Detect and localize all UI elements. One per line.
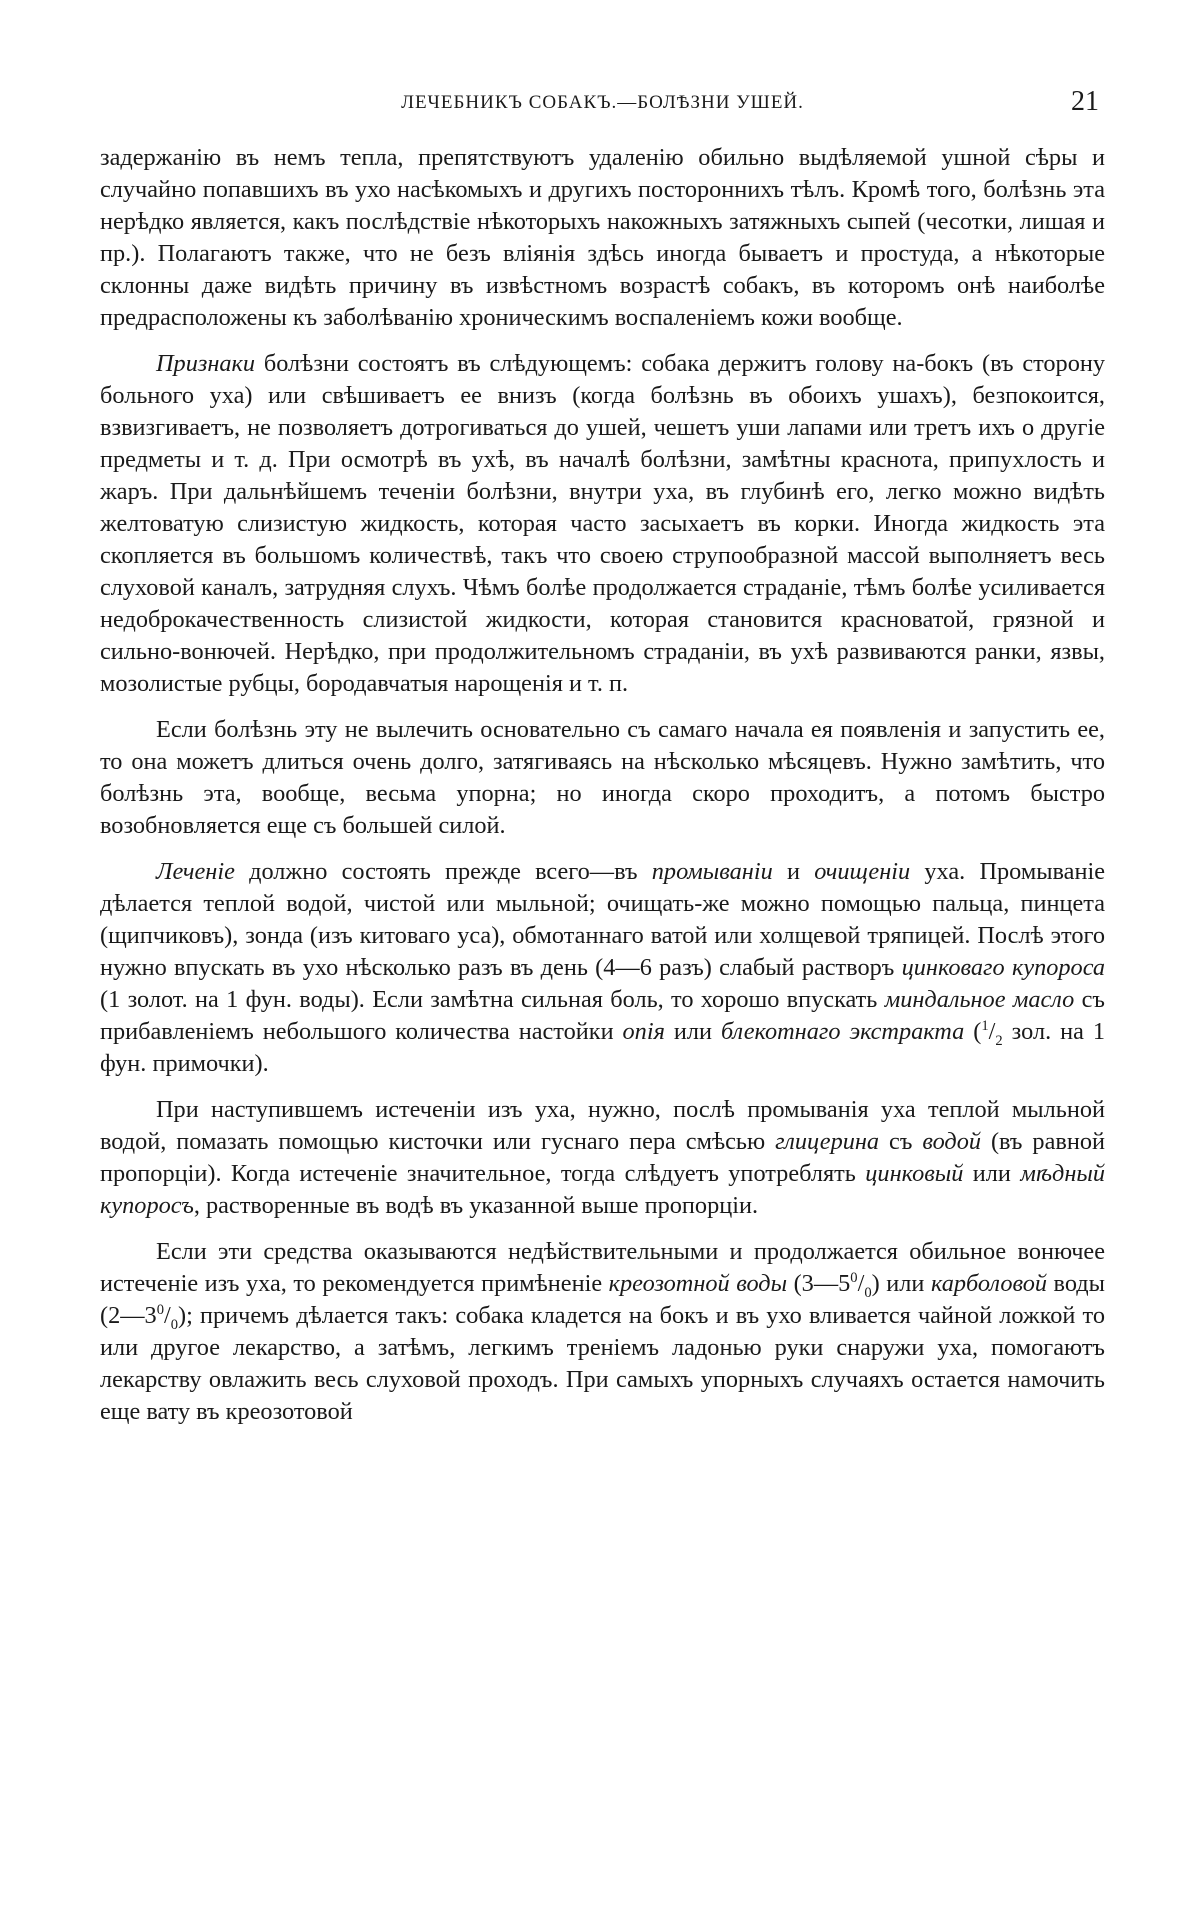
body-text	[100, 142, 1105, 1428]
italic-term: цинковый	[865, 1160, 964, 1187]
text-run: 0	[170, 1316, 179, 1333]
text-run: При наступившемъ истеченіи изъ уха, нужно, послѣ промыванія уха теплой мыльной водой, помазать помощью кисточки или гуснаго пера смѣсью	[100, 1096, 1105, 1155]
text-run: (въ равной пропорціи). Когда истеченіе значительное, тогда слѣдуетъ употреблять	[100, 1128, 1105, 1187]
text-run: ) или	[871, 1270, 931, 1297]
italic-term: водой	[922, 1128, 981, 1155]
paragraph	[100, 856, 1105, 1080]
text-run: ); причемъ дѣлается такъ: собака кладется на бокъ и въ ухо вливается чайной ложкой то или другое лекарство, а затѣмъ, легкимъ треніемъ ладонью руки снаружи уха, помогаютъ лекарству овлажить весь слуховой проходъ. При самыхъ упорныхъ случаяхъ остается намочить еще вату въ креозотовой	[100, 1302, 1105, 1425]
text-run: Если эти средства оказываются недѣйствительными и продолжается обильное вонючее истеченіе изъ уха, то рекомендуется примѣненіе	[100, 1238, 1105, 1297]
italic-term: промываніи	[651, 858, 773, 885]
text-run: болѣзни состоятъ въ слѣдующемъ: собака держитъ голову на-бокъ (въ сторону больного уха) или свѣшиваетъ ее внизъ (когда болѣзнь въ обоихъ ушахъ), безпокоится, взвизгиваетъ, не позволяетъ дотрогиваться до ушей, чешетъ уши лапами или третъ ихъ о другіе предметы и т. д. При осмотрѣ въ ухѣ, въ началѣ болѣзни, замѣтны краснота, припухлость и жаръ. При дальнѣйшемъ теченіи болѣзни, внутри уха, въ глубинѣ его, легко можно видѣть желтоватую слизистую жидкость, которая часто засыхаетъ въ корки. Иногда жидкость эта скопляется въ большомъ количествѣ, такъ что своею струпообразной массой выполняетъ весь слуховой каналъ, затрудняя слухъ. Чѣмъ болѣе продолжается страданіе, тѣмъ болѣе усиливается недоброкачественность слизистой жидкости, которая становится красноватой, грязной и сильно-вонючей. Нерѣдко, при продолжительномъ страданіи, въ ухѣ развиваются ранки, язвы, мозолистые рубцы, бородавчатыя нарощенія и т. п.	[100, 350, 1105, 697]
italic-term: мѣдный купоросъ	[100, 1160, 1105, 1219]
text-run: /	[857, 1270, 865, 1297]
italic-term: карболовой	[930, 1270, 1047, 1297]
italic-term: цинковаго купороса	[901, 954, 1106, 981]
page-header	[100, 86, 1105, 118]
text-run: и	[772, 858, 815, 885]
text-run: зол. на 1 фун. примочки).	[100, 1018, 1106, 1077]
text-run: или	[963, 1160, 1021, 1187]
italic-term: глицерина	[775, 1128, 880, 1155]
italic-term: миндальное масло	[884, 986, 1075, 1013]
paragraph	[100, 1236, 1105, 1428]
italic-term: Леченіе	[156, 858, 235, 885]
text-run: /	[988, 1018, 996, 1045]
paragraph	[100, 1094, 1105, 1222]
text-run: Если болѣзнь эту не вылечить основательно съ самаго начала ея появленія и запустить ее, то она можетъ длиться очень долго, затягиваясь на нѣсколько мѣсяцевъ. Нужно замѣтить, что болѣзнь эта, вообще, весьма упорна; но иногда скоро проходитъ, а потомъ быстро возобновляется еще съ большей силой.	[100, 716, 1105, 839]
text-run: съ	[879, 1128, 923, 1155]
text-run: , растворенные въ водѣ въ указанной выше пропорціи.	[193, 1192, 759, 1219]
text-run: или	[664, 1018, 721, 1045]
text-run: /	[163, 1302, 171, 1329]
text-run: (	[964, 1018, 982, 1045]
italic-term: опія	[622, 1018, 665, 1045]
text-run: съ прибавленіемъ небольшого количества настойки	[100, 986, 1105, 1045]
text-run: задержанію въ немъ тепла, препятствуютъ удаленію обильно выдѣляемой ушной сѣры и случайно попавшихъ въ ухо насѣкомыхъ и другихъ постороннихъ тѣлъ. Кромѣ того, болѣзнь эта нерѣдко является, какъ послѣдствіе нѣкоторыхъ накожныхъ затяжныхъ сыпей (чесотки, лишая и пр.). Полагаютъ также, что не безъ вліянія здѣсь иногда бываетъ и простуда, а нѣкоторые склонны даже видѣть причину въ извѣстномъ возрастѣ собакъ, въ которомъ онѣ наиболѣе предрасположены къ заболѣванію хроническимъ воспаленіемъ кожи вообще.	[100, 144, 1105, 331]
italic-term: креозотной воды	[608, 1270, 788, 1297]
italic-term: очищеніи	[814, 858, 911, 885]
running-title: ЛЕЧЕБНИКЪ СОБАКЪ.—БОЛѢЗНИ УШЕЙ.	[401, 92, 804, 113]
text-run: (3—5	[787, 1270, 851, 1297]
text-run: должно состоять прежде всего—въ	[234, 858, 652, 885]
text-run: 0	[864, 1284, 872, 1301]
text-run: уха. Промываніе дѣлается теплой водой, чистой или мыльной; очищать-же можно помощью пальца, пинцета (щипчиковъ), зонда (изъ китоваго уса), обмотаннаго ватой или холщевой тряпицей. Послѣ этого нужно впускать въ ухо нѣсколько разъ въ день (4—6 разъ) слабый растворъ	[100, 858, 1105, 981]
paragraph	[100, 142, 1105, 334]
page-number: 21	[1071, 86, 1099, 117]
page	[100, 86, 1105, 1442]
italic-term: Признаки	[156, 350, 256, 377]
text-run: 0	[156, 1301, 164, 1318]
italic-term: блекотнаго экстракта	[720, 1018, 965, 1045]
text-run: 0	[850, 1269, 858, 1286]
text-run: 2	[995, 1032, 1003, 1049]
text-run: (1 золот. на 1 фун. воды). Если замѣтна сильная боль, то хорошо впускать	[100, 986, 885, 1013]
text-run: 1	[981, 1017, 989, 1034]
paragraph	[100, 348, 1105, 700]
paragraph	[100, 714, 1105, 842]
text-run: воды (2—3	[100, 1270, 1105, 1329]
